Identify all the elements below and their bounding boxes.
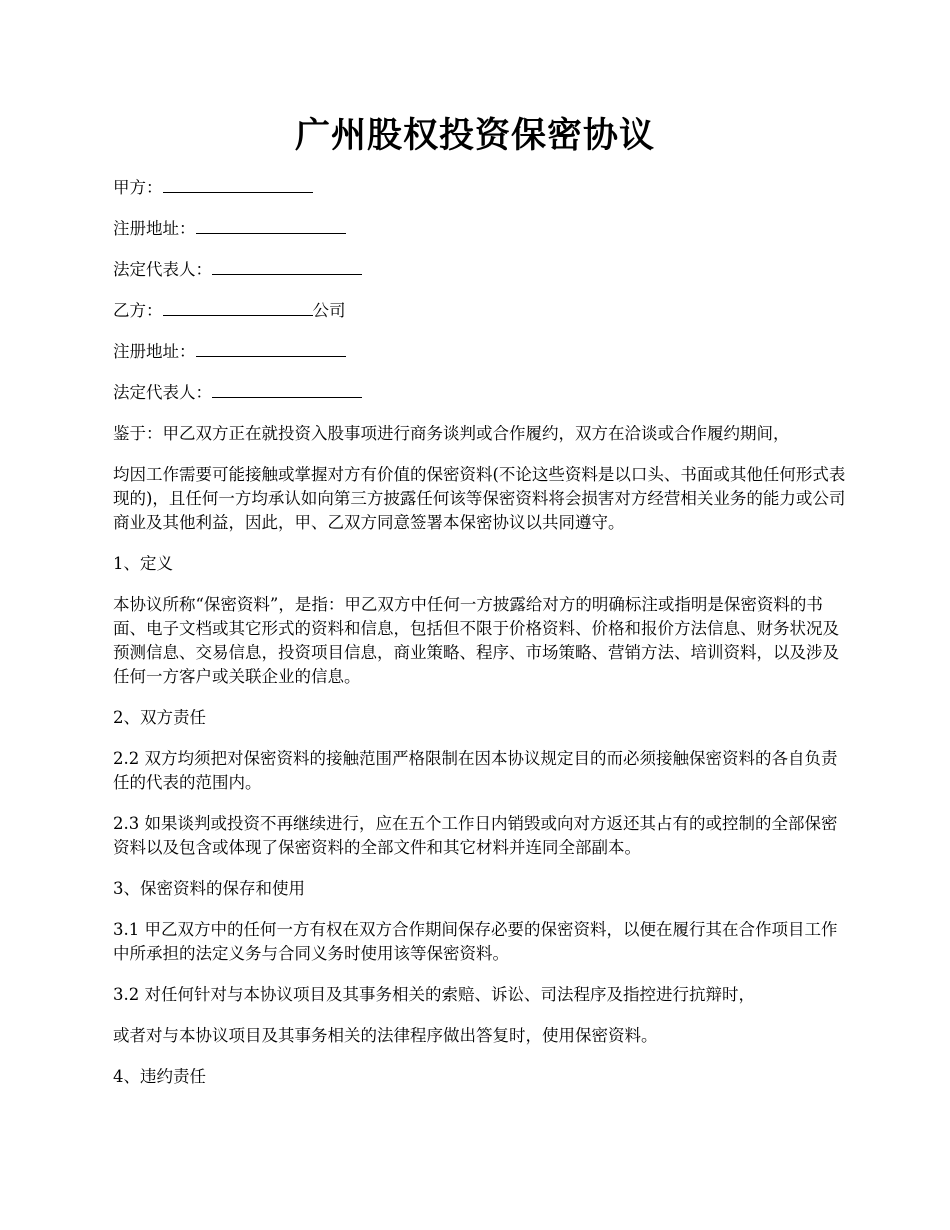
party-a-rep-line [113, 258, 853, 282]
party-a-address-blank [196, 218, 346, 234]
clause-2-3: 2.3 如果谈判或投资不再继续进行，应在五个工作日内销毁或向对方返还其占有的或控制的全部保密资料以及包含或体现了保密资料的全部文件和其它材料并连同全部副本。 [113, 814, 838, 857]
party-b-line [113, 299, 853, 323]
whereas-paragraph: 鉴于：甲乙双方正在就投资入股事项进行商务谈判或合作履约，双方在洽谈或合作履约期间， [113, 424, 790, 443]
section-3-heading: 3、保密资料的保存和使用 [113, 879, 305, 898]
party-b-label: 乙方： [113, 301, 163, 320]
clause-3-2-continued: 或者对与本协议项目及其事务相关的法律程序做出答复时，使用保密资料。 [113, 1026, 658, 1045]
party-b-suffix: 公司 [312, 301, 346, 320]
party-b-address-blank [196, 341, 346, 357]
party-b-rep-blank [212, 382, 362, 398]
party-b-rep-line [113, 381, 853, 405]
party-a-label: 甲方： [113, 178, 163, 197]
clause-2-2: 2.2 双方均须把对保密资料的接触范围严格限制在因本协议规定目的而必须接触保密资料的各自负责任的代表的范围内。 [113, 749, 838, 792]
party-a-line [113, 176, 853, 200]
party-b-address-line [113, 340, 853, 364]
section-1-body: 本协议所称“保密资料”，是指：甲乙双方中任何一方披露给对方的明确标注或指明是保密资料的书面、电子文档或其它形式的资料和信息，包括但不限于价格资料、价格和报价方法信息、财务状况及预测信息、交易信息，投资项目信息，商业策略、程序、市场策略、营销方法、培训资料，以及涉及任何一方客户或关联企业的信息。 [113, 595, 839, 686]
section-1-heading: 1、定义 [113, 554, 173, 573]
party-a-address-label: 注册地址： [113, 219, 196, 238]
section-4-heading: 4、违约责任 [113, 1067, 206, 1086]
intro-paragraph: 均因工作需要可能接触或掌握对方有价值的保密资料(不论这些资料是以口头、书面或其他任何形式表现的)，且任何一方均承认如向第三方披露任何该等保密资料将会损害对方经营相关业务的能力或公司商业及其他利益，因此，甲、乙双方同意签署本保密协议以共同遵守。 [113, 465, 846, 532]
party-b-blank [163, 300, 313, 316]
party-a-rep-blank [212, 259, 362, 275]
section-2-heading: 2、双方责任 [113, 708, 206, 727]
clause-3-1: 3.1 甲乙双方中的任何一方有权在双方合作期间保存必要的保密资料，以便在履行其在合作项目工作中所承担的法定义务与合同义务时使用该等保密资料。 [113, 920, 838, 963]
party-b-rep-label: 法定代表人： [113, 383, 212, 402]
party-a-blank [163, 177, 313, 193]
document-body [113, 176, 853, 1106]
party-b-address-label: 注册地址： [113, 342, 196, 361]
party-a-rep-label: 法定代表人： [113, 260, 212, 279]
party-a-address-line [113, 217, 853, 241]
document-title: 广州股权投资保密协议 [294, 115, 655, 156]
clause-3-2: 3.2 对任何针对与本协议项目及其事务相关的索赔、诉讼、司法程序及指控进行抗辩时， [113, 985, 755, 1004]
